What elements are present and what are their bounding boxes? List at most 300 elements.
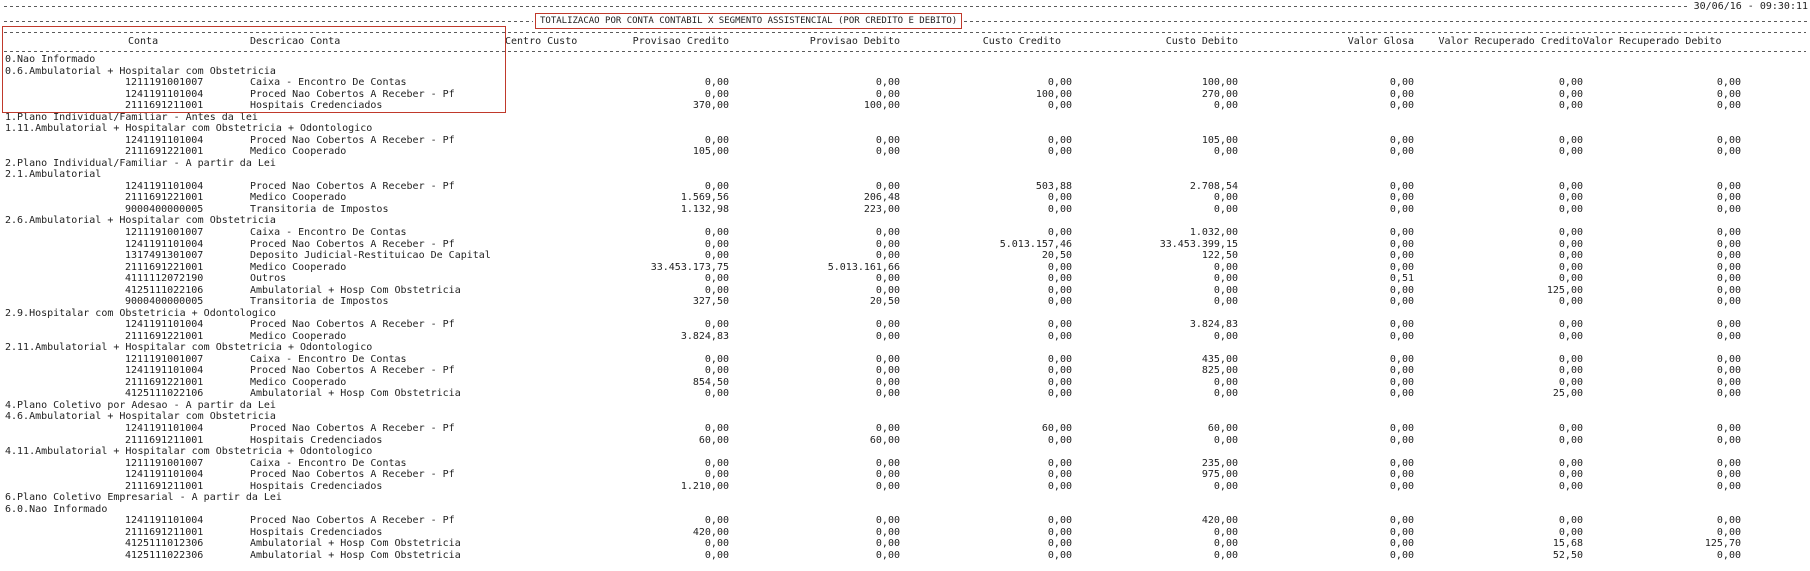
conta-cell: 1241191101004 [125,319,204,331]
conta-cell: 1241191101004 [125,515,204,527]
valor-glosa-cell: 0,00 [1389,457,1414,469]
custo-credito-cell: 0,00 [1047,434,1072,446]
section-label: 6.Plano Coletivo Empresarial - A partir da Lei [5,492,282,504]
conta-cell: 9000400000005 [125,296,204,308]
provisao-credito-cell: 0,00 [704,515,729,527]
custo-credito-cell: 0,00 [1047,192,1072,204]
table-row [0,262,1810,274]
top-rule-row [0,0,1810,13]
section-label: 0.6.Ambulatorial + Hospitalar com Obstetricia [5,65,276,77]
valor-recuperado-credito-cell: 0,00 [1558,88,1583,100]
centro-custo-cell [505,458,585,470]
custo-credito-cell: 0,00 [1047,549,1072,561]
col-descricao: Descricao Conta [250,36,341,47]
custo-debito-cell: 0,00 [1213,526,1238,538]
valor-glosa-cell: 0,00 [1389,284,1414,296]
descricao-cell: Proced Nao Cobertos A Receber - Pf [250,238,455,250]
centro-custo-cell [505,423,585,435]
valor-glosa-cell: 0,00 [1389,388,1414,400]
provisao-credito-cell: 60,00 [698,434,729,446]
descricao-cell: Outros [250,273,287,285]
valor-recuperado-credito-cell: 0,00 [1558,526,1583,538]
valor-recuperado-debito-cell: 0,00 [1716,515,1741,527]
valor-glosa-cell: 0,00 [1389,549,1414,561]
descricao-cell: Hospitais Credenciados [250,434,383,446]
provisao-debito-cell: 5.013.161,66 [827,261,900,273]
table-row [0,239,1810,251]
provisao-credito-cell: 0,00 [704,538,729,550]
descricao-cell: Ambulatorial + Hosp Com Obstetricia [250,549,461,561]
provisao-debito-cell: 0,00 [875,469,900,481]
table-row [0,435,1810,447]
centro-custo-cell [505,435,585,447]
valor-glosa-cell: 0,00 [1389,423,1414,434]
conta-cell: 9000400000005 [125,203,204,215]
centro-custo-cell [505,100,585,112]
custo-credito-cell: 0,00 [1047,526,1072,538]
custo-debito-cell: 33.453.399,15 [1159,238,1238,250]
provisao-debito-cell: 0,00 [875,515,900,527]
section-row [0,492,1810,504]
valor-glosa-cell: 0,00 [1389,480,1414,492]
valor-recuperado-credito-cell: 0,00 [1558,180,1583,192]
valor-recuperado-credito-cell: 0,00 [1558,192,1583,204]
section-row [0,158,1810,170]
valor-glosa-cell: 0,00 [1389,526,1414,538]
custo-debito-cell: 1.032,00 [1189,226,1238,238]
valor-glosa-cell: 0,00 [1389,238,1414,250]
custo-debito-cell: 0,00 [1213,388,1238,400]
valor-recuperado-credito-cell: 0,00 [1558,376,1583,388]
descricao-cell: Proced Nao Cobertos A Receber - Pf [250,319,455,331]
provisao-credito-cell: 0,00 [704,273,729,285]
provisao-credito-cell: 0,00 [704,423,729,434]
valor-recuperado-credito-cell: 0,00 [1558,515,1583,527]
section-label: 1.Plano Individual/Familiar - Antes da lei [5,111,258,123]
indent-cell [0,354,125,366]
provisao-debito-cell: 0,00 [875,376,900,388]
valor-glosa-cell: 0,00 [1389,469,1414,481]
custo-debito-cell: 0,00 [1213,192,1238,204]
section-label: 4.Plano Coletivo por Adesao - A partir da Lei [5,399,276,411]
custo-debito-cell: 100,00 [1201,77,1238,89]
col-centro-custo: Centro Custo [505,36,578,47]
conta-cell: 2111691211001 [125,526,204,538]
centro-custo-cell [505,181,585,193]
indent-cell [0,89,125,101]
centro-custo-cell [505,250,585,262]
provisao-credito-cell: 0,00 [704,238,729,250]
descricao-cell: Proced Nao Cobertos A Receber - Pf [250,180,455,192]
indent-cell [0,296,125,308]
dashed-rule [4,21,533,22]
provisao-debito-cell: 0,00 [875,388,900,400]
valor-recuperado-debito-cell: 0,00 [1716,457,1741,469]
provisao-credito-cell: 0,00 [704,388,729,400]
provisao-credito-cell: 0,00 [704,226,729,238]
valor-recuperado-credito-cell: 0,00 [1558,480,1583,492]
provisao-debito-cell: 0,00 [875,273,900,285]
section-row [0,66,1810,78]
custo-credito-cell: 0,00 [1047,480,1072,492]
centro-custo-cell [505,331,585,343]
header-indent [0,35,125,48]
conta-cell: 1211191001007 [125,77,204,89]
conta-cell: 2111691211001 [125,434,204,446]
provisao-debito-cell: 0,00 [875,88,900,100]
section-row [0,342,1810,354]
descricao-cell: Medico Cooperado [250,192,347,204]
custo-debito-cell: 270,00 [1201,88,1238,100]
descricao-cell: Medico Cooperado [250,146,347,158]
indent-cell [0,527,125,539]
section-label: 2.6.Ambulatorial + Hospitalar com Obstetricia [5,215,276,227]
conta-cell: 2111691211001 [125,480,204,492]
provisao-credito-cell: 0,00 [704,77,729,89]
valor-recuperado-credito-cell: 0,00 [1558,77,1583,89]
col-provisao-debito: Provisao Debito [809,36,900,47]
valor-recuperado-credito-cell: 0,00 [1558,365,1583,377]
provisao-debito-cell: 223,00 [863,203,900,215]
provisao-debito-cell: 0,00 [875,365,900,377]
section-row [0,112,1810,124]
descricao-cell: Caixa - Encontro De Contas [250,457,407,469]
valor-recuperado-debito-cell: 0,00 [1716,330,1741,342]
valor-recuperado-credito-cell: 0,00 [1558,261,1583,273]
section-row [0,308,1810,320]
descricao-cell: Caixa - Encontro De Contas [250,353,407,365]
custo-credito-cell: 0,00 [1047,226,1072,238]
valor-recuperado-debito-cell: 0,00 [1716,88,1741,100]
conta-cell: 1211191001007 [125,353,204,365]
provisao-credito-cell: 3.824,83 [680,330,729,342]
conta-cell: 2111691211001 [125,100,204,112]
provisao-credito-cell: 0,00 [704,353,729,365]
section-label: 6.0.Nao Informado [5,503,108,515]
valor-glosa-cell: 0,00 [1389,434,1414,446]
conta-cell: 4125111022106 [125,388,204,400]
table-row [0,204,1810,216]
provisao-debito-cell: 0,00 [875,526,900,538]
centro-custo-cell [505,354,585,366]
table-row [0,89,1810,101]
section-label: 0.Nao Informado [5,54,96,65]
table-row [0,423,1810,435]
provisao-debito-cell: 100,00 [863,100,900,112]
valor-recuperado-debito-cell: 0,00 [1716,192,1741,204]
custo-credito-cell: 503,88 [1035,180,1072,192]
custo-credito-cell: 0,00 [1047,273,1072,285]
centro-custo-cell [505,262,585,274]
custo-credito-cell: 0,00 [1047,538,1072,550]
custo-credito-cell: 0,00 [1047,353,1072,365]
custo-credito-cell: 0,00 [1047,77,1072,89]
custo-debito-cell: 825,00 [1201,365,1238,377]
custo-debito-cell: 0,00 [1213,100,1238,112]
valor-recuperado-credito-cell: 0,00 [1558,296,1583,308]
valor-glosa-cell: 0,00 [1389,134,1414,146]
valor-glosa-cell: 0,00 [1389,192,1414,204]
valor-recuperado-credito-cell: 0,00 [1558,238,1583,250]
centro-custo-cell [505,239,585,251]
custo-credito-cell: 20,50 [1041,250,1072,262]
custo-credito-cell: 0,00 [1047,469,1072,481]
table-row [0,146,1810,158]
valor-recuperado-credito-cell: 125,00 [1546,284,1583,296]
table-row [0,458,1810,470]
custo-debito-cell: 0,00 [1213,376,1238,388]
custo-credito-cell: 0,00 [1047,134,1072,146]
provisao-credito-cell: 0,00 [704,180,729,192]
valor-recuperado-debito-cell: 0,00 [1716,226,1741,238]
col-valor-recuperado-debito: Valor Recuperado Debito [1583,36,1722,47]
custo-debito-cell: 435,00 [1201,353,1238,365]
col-valor-recuperado-credito: Valor Recuperado Credito [1438,36,1583,47]
section-row [0,169,1810,181]
indent-cell [0,273,125,285]
centro-custo-cell [505,388,585,400]
provisao-debito-cell: 0,00 [875,353,900,365]
centro-custo-cell [505,77,585,89]
valor-recuperado-credito-cell: 52,50 [1552,549,1583,561]
indent-cell [0,204,125,216]
table-header [0,35,1810,48]
report-title: TOTALIZACAO POR CONTA CONTABIL X SEGMENTO ASSISTENCIAL (POR CREDITO E DEBITO) [540,16,958,26]
custo-credito-cell: 0,00 [1047,100,1072,112]
table-row [0,135,1810,147]
section-label: 4.11.Ambulatorial + Hospitalar com Obstetricia + Odontologico [5,446,373,458]
provisao-credito-cell: 33.453.173,75 [650,261,729,273]
section-row [0,504,1810,516]
custo-debito-cell: 2.708,54 [1189,180,1238,192]
table-row [0,377,1810,389]
custo-credito-cell: 0,00 [1047,284,1072,296]
descricao-cell: Proced Nao Cobertos A Receber - Pf [250,88,455,100]
conta-cell: 2111691221001 [125,261,204,273]
provisao-debito-cell: 0,00 [875,423,900,434]
provisao-debito-cell: 0,00 [875,549,900,561]
section-label: 4.6.Ambulatorial + Hospitalar com Obstetricia [5,411,276,423]
custo-credito-cell: 0,00 [1047,376,1072,388]
conta-cell: 1241191101004 [125,180,204,192]
col-custo-credito: Custo Credito [982,36,1061,47]
table-row [0,192,1810,204]
valor-glosa-cell: 0,00 [1389,353,1414,365]
report-title-box [535,13,962,29]
indent-cell [0,319,125,331]
provisao-debito-cell: 60,00 [869,434,900,446]
table-row [0,285,1810,297]
table-row [0,481,1810,493]
conta-cell: 4111112072190 [125,273,204,285]
conta-cell: 1241191101004 [125,365,204,377]
custo-credito-cell: 0,00 [1047,203,1072,215]
provisao-debito-cell: 0,00 [875,284,900,296]
centro-custo-cell [505,204,585,216]
descricao-cell: Medico Cooperado [250,261,347,273]
descricao-cell: Hospitais Credenciados [250,480,383,492]
valor-recuperado-credito-cell: 0,00 [1558,469,1583,481]
table-row [0,100,1810,112]
table-row [0,550,1810,562]
dashed-rule [4,32,1806,33]
table-row [0,527,1810,539]
custo-debito-cell: 0,00 [1213,146,1238,158]
custo-credito-cell: 0,00 [1047,261,1072,273]
valor-recuperado-credito-cell: 0,00 [1558,146,1583,158]
dashed-rule [4,6,1688,7]
valor-recuperado-debito-cell: 0,00 [1716,423,1741,434]
valor-recuperado-debito-cell: 0,00 [1716,77,1741,89]
table-row [0,388,1810,400]
valor-glosa-cell: 0,00 [1389,250,1414,262]
valor-recuperado-debito-cell: 0,00 [1716,376,1741,388]
custo-credito-cell: 0,00 [1047,319,1072,331]
custo-debito-cell: 235,00 [1201,457,1238,469]
descricao-cell: Caixa - Encontro De Contas [250,226,407,238]
table-row [0,515,1810,527]
conta-cell: 1241191101004 [125,88,204,100]
provisao-debito-cell: 0,00 [875,146,900,158]
provisao-debito-cell: 0,00 [875,319,900,331]
conta-cell: 1211191001007 [125,226,204,238]
valor-glosa-cell: 0,00 [1389,180,1414,192]
custo-credito-cell: 60,00 [1041,423,1072,434]
valor-recuperado-debito-cell: 0,00 [1716,353,1741,365]
provisao-credito-cell: 1.132,98 [680,203,729,215]
custo-debito-cell: 0,00 [1213,261,1238,273]
col-provisao-credito: Provisao Credito [632,36,729,47]
dashed-rule [964,21,1810,22]
custo-debito-cell: 3.824,83 [1189,319,1238,331]
valor-glosa-cell: 0,00 [1389,203,1414,215]
custo-credito-cell: 0,00 [1047,330,1072,342]
descricao-cell: Proced Nao Cobertos A Receber - Pf [250,423,455,434]
centro-custo-cell [505,285,585,297]
section-row [0,215,1810,227]
valor-recuperado-debito-cell: 0,00 [1716,365,1741,377]
descricao-cell: Transitoria de Impostos [250,203,389,215]
custo-debito-cell: 0,00 [1213,549,1238,561]
custo-credito-cell: 0,00 [1047,388,1072,400]
centro-custo-cell [505,192,585,204]
descricao-cell: Medico Cooperado [250,376,347,388]
valor-glosa-cell: 0,00 [1389,261,1414,273]
provisao-debito-cell: 0,00 [875,330,900,342]
section-row [0,446,1810,458]
custo-debito-cell: 0,00 [1213,284,1238,296]
provisao-debito-cell: 0,00 [875,77,900,89]
indent-cell [0,515,125,527]
valor-recuperado-debito-cell: 0,00 [1716,469,1741,481]
provisao-credito-cell: 0,00 [704,319,729,331]
provisao-debito-cell: 0,00 [875,238,900,250]
centro-custo-cell [505,527,585,539]
section-label: 2.Plano Individual/Familiar - A partir da Lei [5,157,276,169]
custo-credito-cell: 0,00 [1047,146,1072,158]
valor-recuperado-credito-cell: 0,00 [1558,226,1583,238]
valor-glosa-cell: 0,00 [1389,100,1414,112]
provisao-credito-cell: 0,00 [704,549,729,561]
conta-cell: 1211191001007 [125,457,204,469]
provisao-debito-cell: 0,00 [875,250,900,262]
provisao-debito-cell: 20,50 [869,296,900,308]
descricao-cell: Ambulatorial + Hosp Com Obstetricia [250,538,461,550]
centro-custo-cell [505,135,585,147]
col-custo-debito: Custo Debito [1165,36,1238,47]
indent-cell [0,365,125,377]
table-row [0,273,1810,285]
descricao-cell: Proced Nao Cobertos A Receber - Pf [250,515,455,527]
valor-glosa-cell: 0,00 [1389,146,1414,158]
valor-recuperado-debito-cell: 0,00 [1716,134,1741,146]
table-row [0,319,1810,331]
valor-recuperado-debito-cell: 0,00 [1716,549,1741,561]
valor-recuperado-debito-cell: 0,00 [1716,100,1741,112]
valor-glosa-cell: 0,00 [1389,77,1414,89]
provisao-credito-cell: 0,00 [704,469,729,481]
custo-debito-cell: 420,00 [1201,515,1238,527]
report-rows [0,54,1810,561]
indent-cell [0,469,125,481]
custo-credito-cell: 0,00 [1047,457,1072,469]
provisao-debito-cell: 0,00 [875,134,900,146]
centro-custo-cell [505,365,585,377]
indent-cell [0,377,125,389]
valor-recuperado-debito-cell: 0,00 [1716,296,1741,308]
provisao-credito-cell: 105,00 [692,146,729,158]
provisao-credito-cell: 0,00 [704,88,729,100]
table-row [0,181,1810,193]
table-row [0,538,1810,550]
section-label: 2.11.Ambulatorial + Hospitalar com Obstetricia + Odontologico [5,342,373,354]
valor-recuperado-credito-cell: 0,00 [1558,434,1583,446]
custo-credito-cell: 0,00 [1047,365,1072,377]
conta-cell: 1317491301007 [125,250,204,262]
indent-cell [0,481,125,493]
indent-cell [0,331,125,343]
custo-debito-cell: 0,00 [1213,434,1238,446]
centro-custo-cell [505,89,585,101]
descricao-cell: Ambulatorial + Hosp Com Obstetricia [250,388,461,400]
conta-cell: 4125111022106 [125,284,204,296]
section-row [0,54,1810,66]
valor-recuperado-credito-cell: 0,00 [1558,134,1583,146]
indent-cell [0,192,125,204]
valor-recuperado-credito-cell: 0,00 [1558,423,1583,434]
descricao-cell: Hospitais Credenciados [250,100,383,112]
custo-debito-cell: 0,00 [1213,538,1238,550]
valor-recuperado-debito-cell: 0,00 [1716,319,1741,331]
indent-cell [0,435,125,447]
provisao-debito-cell: 0,00 [875,538,900,550]
table-row [0,77,1810,89]
centro-custo-cell [505,469,585,481]
valor-recuperado-credito-cell: 25,00 [1552,388,1583,400]
custo-debito-cell: 122,50 [1201,250,1238,262]
conta-cell: 1241191101004 [125,134,204,146]
indent-cell [0,538,125,550]
centro-custo-cell [505,296,585,308]
conta-cell: 4125111022306 [125,549,204,561]
conta-cell: 2111691221001 [125,146,204,158]
valor-glosa-cell: 0,00 [1389,515,1414,527]
indent-cell [0,262,125,274]
provisao-credito-cell: 0,00 [704,250,729,262]
indent-cell [0,388,125,400]
descricao-cell: Proced Nao Cobertos A Receber - Pf [250,365,455,377]
valor-glosa-cell: 0,00 [1389,226,1414,238]
